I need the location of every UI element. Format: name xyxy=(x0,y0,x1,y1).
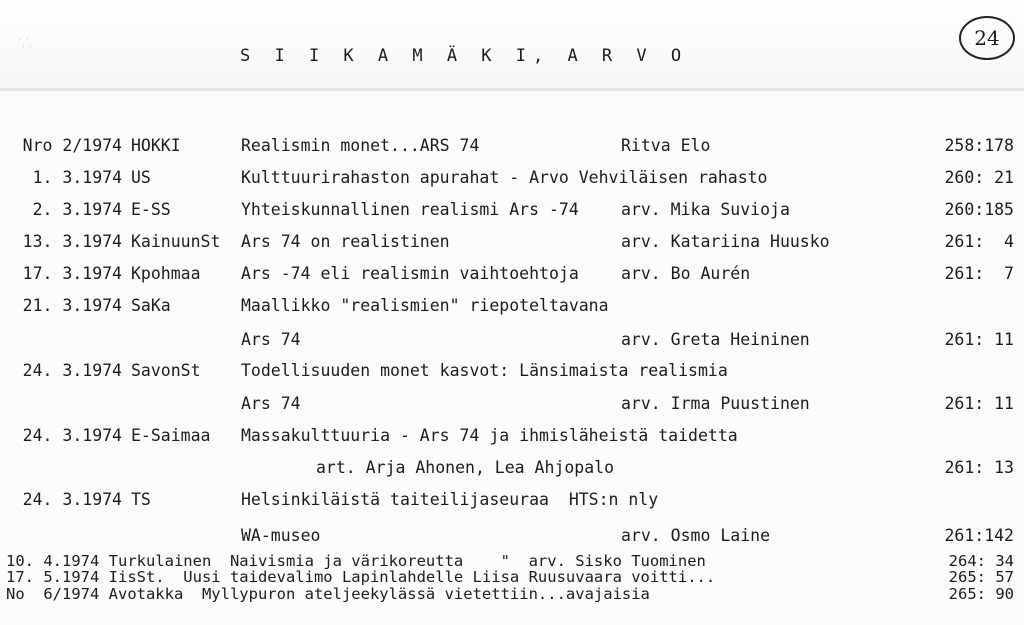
entry-title: Ars -74 eli realismin vaihtoehtoja xyxy=(241,264,579,283)
entry-reference: 261: 11 xyxy=(944,394,1014,413)
footer-entry-text: 10. 4.1974 Turkulainen Naivismia ja värikoreutta " arv. Sisko Tuominen xyxy=(6,552,706,570)
entry-reference: 261: 13 xyxy=(944,458,1014,477)
entry-reference: 260:185 xyxy=(944,200,1014,219)
footer-entry-reference: 265: 57 xyxy=(948,568,1014,586)
entry-date: 2. 3.1974 xyxy=(32,200,122,219)
entry-source: TS xyxy=(131,490,151,509)
entry-title: Helsinkiläistä taiteilijaseuraa HTS:n nly xyxy=(241,490,659,509)
entry-title: art. Arja Ahonen, Lea Ahjopalo xyxy=(316,458,615,477)
entry-source: SaKa xyxy=(131,296,171,315)
entry-title: Yhteiskunnallinen realismi Ars -74 xyxy=(241,200,579,219)
page-number-circle xyxy=(959,16,1015,60)
entry-author: arv. Osmo Laine xyxy=(621,526,771,545)
entry-source: US xyxy=(131,168,151,187)
entry-author: arv. Katariina Huusko xyxy=(621,232,830,251)
entry-author: arv. Irma Puustinen xyxy=(621,394,810,413)
entry-title: Kulttuurirahaston apurahat - Arvo Vehviläisen rahasto xyxy=(241,168,768,187)
entry-author: arv. Mika Suvioja xyxy=(621,200,790,219)
page-title: S I I K A M Ä K I, A R V O xyxy=(240,46,689,66)
footer-entry-reference: 265: 90 xyxy=(948,585,1014,603)
entry-reference: 261: 4 xyxy=(944,232,1014,251)
entry-author: Ritva Elo xyxy=(621,136,711,155)
entry-title: Realismin monet...ARS 74 xyxy=(241,136,480,155)
entry-title: WA-museo xyxy=(241,526,321,545)
entry-reference: 258:178 xyxy=(944,136,1014,155)
entry-source: E-SS xyxy=(131,200,171,219)
entry-date: 21. 3.1974 xyxy=(22,296,122,315)
entry-reference: 261: 7 xyxy=(944,264,1014,283)
footer-entry-text: No 6/1974 Avotakka Myllypuron ateljeekylässä vietettiin...avajaisia xyxy=(6,585,650,603)
entry-source: SavonSt xyxy=(131,361,201,380)
entry-date: 1. 3.1974 xyxy=(32,168,122,187)
entry-reference: 260: 21 xyxy=(944,168,1014,187)
entry-source: KainuunSt xyxy=(131,232,221,251)
entry-author: arv. Bo Aurén xyxy=(621,264,751,283)
entry-date: 24. 3.1974 xyxy=(22,361,122,380)
entry-reference: 261: 11 xyxy=(944,330,1014,349)
entry-title: Ars 74 xyxy=(241,394,301,413)
entry-source: HOKKI xyxy=(131,136,181,155)
entry-source: E-Saimaa xyxy=(131,426,211,445)
entry-title: Todellisuuden monet kasvot: Länsimaista realismia xyxy=(241,361,728,380)
footer-entry-reference: 264: 34 xyxy=(948,552,1014,570)
paper-specks: · · · · xyxy=(18,36,33,50)
entry-date: 24. 3.1974 xyxy=(22,490,122,509)
footer-entry-text: 17. 5.1974 IisSt. Uusi taidevalimo Lapinlahdelle Liisa Ruusuvaara voitti... xyxy=(6,568,716,586)
entry-author: arv. Greta Heininen xyxy=(621,330,810,349)
entry-source: Kpohmaa xyxy=(131,264,201,283)
entry-title: Ars 74 xyxy=(241,330,301,349)
entry-title: Massakulttuuria - Ars 74 ja ihmisläheistä taidetta xyxy=(241,426,738,445)
entry-title: Ars 74 on realistinen xyxy=(241,232,450,251)
entry-title: Maallikko "realismien" riepoteltavana xyxy=(241,296,609,315)
page-number: 24 xyxy=(974,26,1000,50)
entry-date: 24. 3.1974 xyxy=(22,426,122,445)
entry-date: 13. 3.1974 xyxy=(22,232,122,251)
entry-reference: 261:142 xyxy=(944,526,1014,545)
entry-date: Nro 2/1974 xyxy=(22,136,122,155)
entry-date: 17. 3.1974 xyxy=(22,264,122,283)
